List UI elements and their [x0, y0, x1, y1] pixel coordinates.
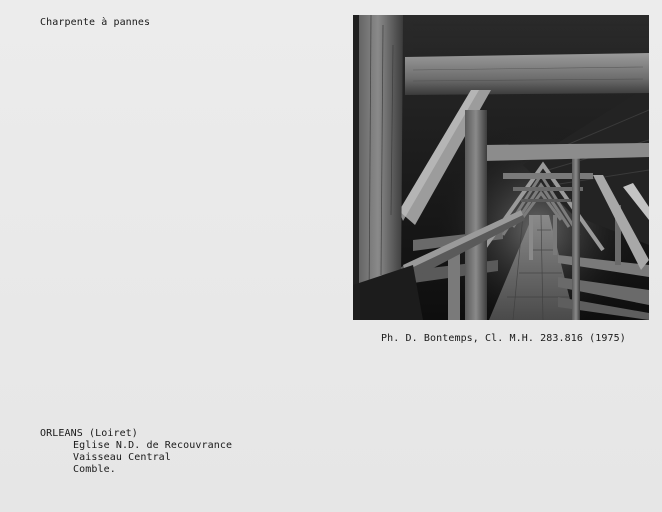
photo-drawing — [353, 15, 649, 320]
photo-caption: Ph. D. Bontemps, Cl. M.H. 283.816 (1975) — [381, 333, 626, 344]
location-detail: Comble. — [73, 464, 116, 475]
roof-truss-photograph — [353, 15, 649, 320]
location-city: ORLEANS (Loiret) — [40, 428, 138, 439]
location-building: Eglise N.D. de Recouvrance — [73, 440, 233, 451]
card-title: Charpente à pannes — [40, 17, 151, 28]
location-part: Vaisseau Central — [73, 452, 171, 463]
